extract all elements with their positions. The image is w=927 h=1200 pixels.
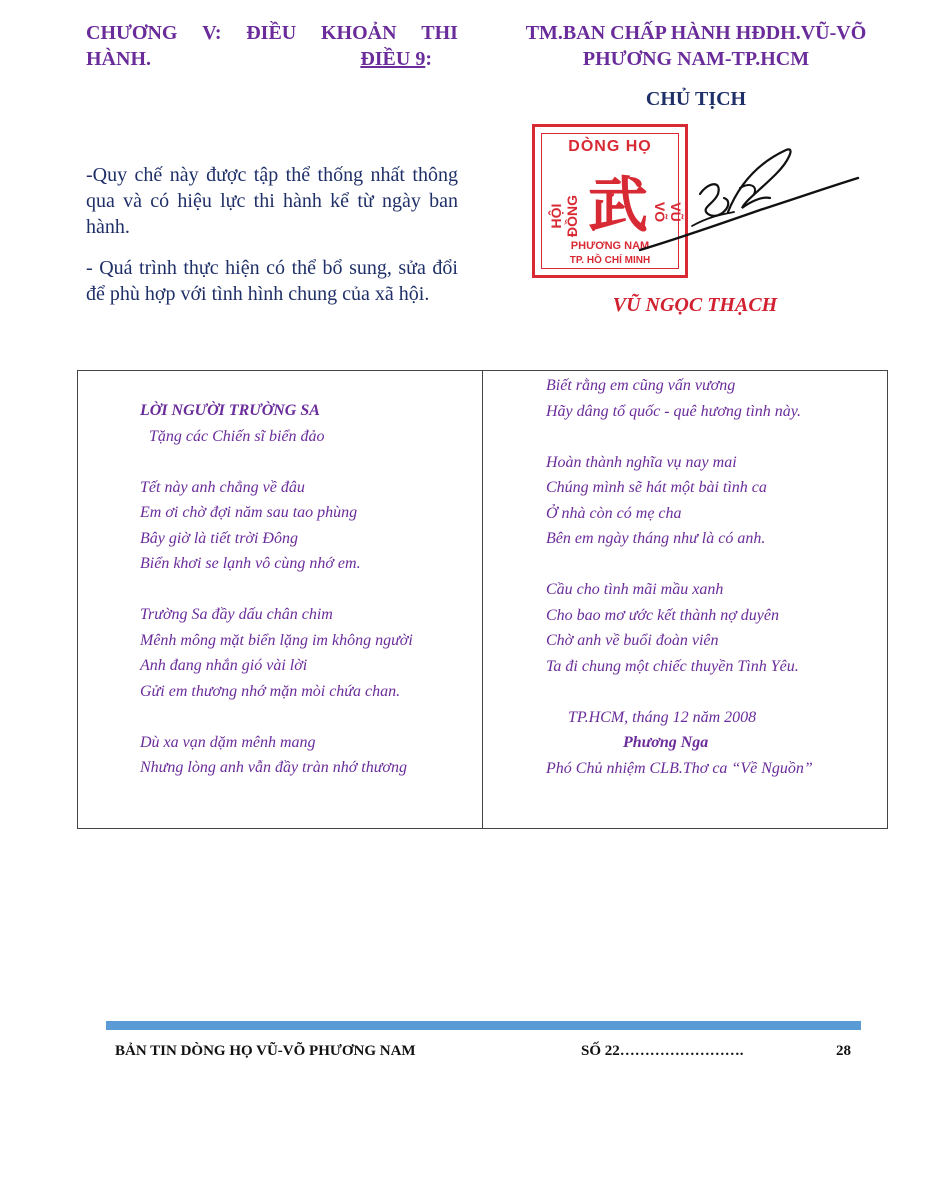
chapter-heading-line1 [86, 20, 458, 46]
signer-name: VŨ NGỌC THẠCH [612, 294, 778, 316]
chapter-heading-word: THI [421, 22, 458, 44]
regulation-paragraph-1: -Quy chế này được tập thể thống nhất thông qua và có hiệu lực thi hành kể từ ngày ban hành. [86, 164, 458, 238]
poem-line [546, 424, 813, 450]
poem-left-column [140, 398, 413, 781]
poem-line: Tết này anh chẳng về đâu [140, 478, 305, 496]
footer-newsletter-title: BẢN TIN DÒNG HỌ VŨ-VÕ PHƯƠNG NAM [115, 1043, 416, 1059]
poem-line: Anh đang nhắn gió vài lời [140, 657, 308, 674]
poem-line [140, 577, 413, 603]
footer-rule [106, 1021, 861, 1030]
poem-line: Cầu cho tình mãi mầu xanh [546, 581, 724, 598]
poem-title: LỜI NGƯỜI TRƯỜNG SA [140, 402, 320, 419]
poem-line [140, 704, 413, 730]
footer-page-number: 28 [836, 1043, 851, 1059]
poem-line: Ta đi chung một chiếc thuyền Tình Yêu. [546, 657, 799, 675]
chapter-heading-line2 [86, 46, 458, 72]
poem-line: Nhưng lòng anh vẫn đầy tràn nhớ thương [140, 759, 407, 776]
poem-line: Bên em ngày tháng như là có anh. [546, 530, 766, 547]
handwritten-signature [600, 142, 862, 252]
poem-dedication: Tặng các Chiến sĩ biển đảo [149, 427, 325, 445]
organization-title-line2: PHƯƠNG NAM-TP.HCM [582, 48, 810, 70]
poem-column-divider [482, 371, 483, 828]
seal-character: 武 [588, 171, 648, 241]
chair-title: CHỦ TỊCH [645, 88, 747, 110]
poem-right-lines [546, 373, 813, 705]
poem-line: Biển khơi se lạnh vô cùng nhớ em. [140, 555, 361, 572]
seal-text-left: HỘI ĐỒNG [548, 195, 580, 237]
chapter-heading-word: V: [202, 22, 222, 44]
chapter-heading-word: ĐIỀU [246, 22, 297, 44]
chapter-heading [86, 20, 458, 72]
poem-left-lines [140, 449, 413, 781]
poem-line: Gửi em thương nhớ mặn mòi chứa chan. [140, 682, 401, 700]
poem-right-column [546, 373, 813, 781]
footer-issue-number: SỐ 22……………………. [581, 1043, 744, 1059]
poem-line [546, 552, 813, 578]
seal-text-bottom2: TP. HỒ CHÍ MINH [569, 255, 651, 266]
poem-line: Ở nhà còn có mẹ cha [546, 504, 682, 522]
poem-line: Em ơi chờ đợi năm sau tao phùng [140, 504, 358, 521]
poem-line: Biết rằng em cũng vấn vương [546, 377, 736, 394]
chapter-heading-word: CHƯƠNG [86, 22, 178, 44]
article-label [360, 46, 432, 72]
poem-line: Trường Sa đầy dấu chân chim [140, 606, 333, 623]
poem-line: Hãy dâng tổ quốc - quê hương tình này. [546, 402, 802, 420]
seal-text-bottom1: PHƯƠNG NAM [570, 240, 650, 252]
poem-line: Chờ anh về buổi đoàn viên [546, 632, 719, 649]
organization-title-line1: TM.BAN CHẤP HÀNH HĐDH.VŨ-VÕ [525, 22, 867, 44]
article-number: ĐIỀU 9 [360, 48, 426, 70]
article-colon: : [425, 48, 432, 70]
regulation-paragraph-2: - Quá trình thực hiện có thể bổ sung, sửa đổi để phù hợp với tình hình chung của xã hội. [86, 257, 458, 305]
poem-line: Hoàn thành nghĩa vụ nay mai [546, 453, 737, 471]
poem-date-place: TP.HCM, tháng 12 năm 2008 [568, 708, 757, 726]
chapter-heading-word: KHOẢN [320, 22, 397, 44]
poem-line [546, 679, 813, 705]
chapter-heading-word: HÀNH. [86, 48, 151, 70]
poem-line: Mênh mông mặt biển lặng im không người [140, 631, 413, 649]
poem-line: Dù xa vạn dặm mênh mang [140, 733, 316, 751]
poem-line: Bây giờ là tiết trời Đông [140, 529, 298, 547]
poem-author-role: Phó Chủ nhiệm CLB.Thơ ca “Về Nguồn” [546, 759, 813, 777]
poem-line: Cho bao mơ ước kết thành nợ duyên [546, 606, 779, 624]
organization-title [498, 20, 894, 72]
poem-line: Chúng mình sẽ hát một bài tình ca [546, 479, 767, 496]
poem-line [140, 449, 413, 475]
seal-text-right: VŨ VÕ [652, 201, 684, 223]
seal-text-top: DÒNG HỌ [568, 138, 652, 155]
poem-author: Phương Nga [623, 734, 709, 751]
